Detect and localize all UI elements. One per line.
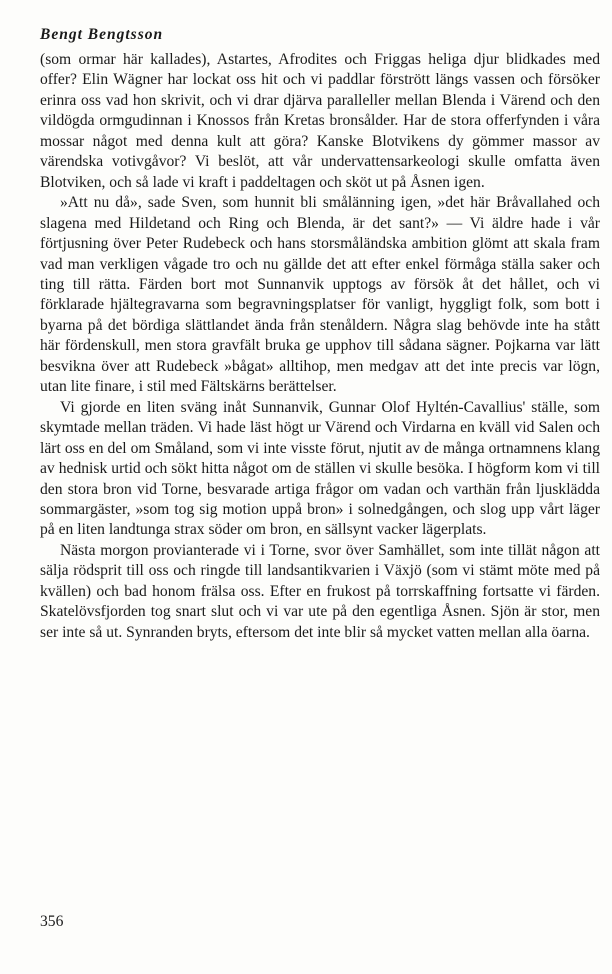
book-page bbox=[40, 24, 600, 643]
paragraph-1: (som ormar här kallades), Astartes, Afrodites och Friggas heliga djur blidkades med offer? Elin Wägner har lockat oss hit och vi paddlar förstrött längs vassen och försöker erinra oss vad hon skrivit, och vi drar djärva paralleller mellan Blenda i Värend och den vildögda ormgudinnan i Knossos från Kretas bronsålder. Har de stora offerfynden i våra mossar något med denna kult att göra? Kanske Blotvikens dy gömmer massor av värendska votivgåvor? Vi beslöt, att vår undervattensarkeologi skulle omfatta även Blotviken, och så lade vi kraft i paddeltagen och sköt ut på Åsnen igen. bbox=[40, 51, 600, 191]
paragraph-4: Nästa morgon provianterade vi i Torne, svor över Samhället, som inte tillät någon att sälja rödsprit till oss och ringde till landsantikvarien i Växjö (som vi stämt möte med på kvällen) och bad honom frälsa oss. Efter en frukost på torrskaffning fortsatte vi färden. Skatelövsfjorden tog snart slut och vi var ute på den egentliga Åsnen. Sjön är stor, men ser inte så ut. Synranden bryts, eftersom det inte blir så mycket vatten mellan alla öarna. bbox=[40, 541, 600, 641]
running-head-author: Bengt Bengtsson bbox=[40, 26, 164, 43]
paragraph-3: Vi gjorde en liten sväng inåt Sunnanvik, Gunnar Olof Hyltén-Cavallius' ställe, som skymtade mellan träden. Vi hade läst högt ur Värend och Virdarna en kväll vid Salen och lärt oss en del om Småland, som vi inte visste förut, njutit av de många ortnamnens klang av hednisk urtid och sökt hitta något om de ställen vi skulle besöka. I högform kom vi till den stora bron vid Torne, besvarade artiga frågor om vadan och varthän från ljusklädda sommargäster, »som tog sig motion uppå bron» i solnedgången, och slog upp vårt läger på en liten landtunga strax söder om bron, en sällsynt vacker lägerplats. bbox=[40, 398, 600, 539]
page-number: 356 bbox=[40, 913, 64, 930]
paragraph-2: »Att nu då», sade Sven, som hunnit bli smålänning igen, »det här Bråvallahed och slagena med Hildetand och Ring och Blenda, är det sant?» — Vi äldre hade i vår förtjusning över Peter Rudebeck och hans storsmåländska ambition glömt att skala fram vad man verkligen vågade tro och nu gällde det att efter enkel förmåga ställa saker och ting till rätta. Färden bort mot Sunnanvik upptogs av försök åt det hållet, och vi förklarade hjältegravarna som begravningsplatser för vanligt, hyggligt folk, som bott i byarna på det bördiga slättlandet ända från stenåldern. Några slag behövde inte ha stått här fördenskull, men stora gravfält bruka ge upphov till sådana sägner. Pojkarna var lätt besvikna över att Rudebeck »bågat» alltihop, men medgav att det inte precis var lögn, utan lite finare, i stil med Fältskärns berättelser. bbox=[40, 194, 600, 396]
body-text bbox=[40, 50, 600, 643]
